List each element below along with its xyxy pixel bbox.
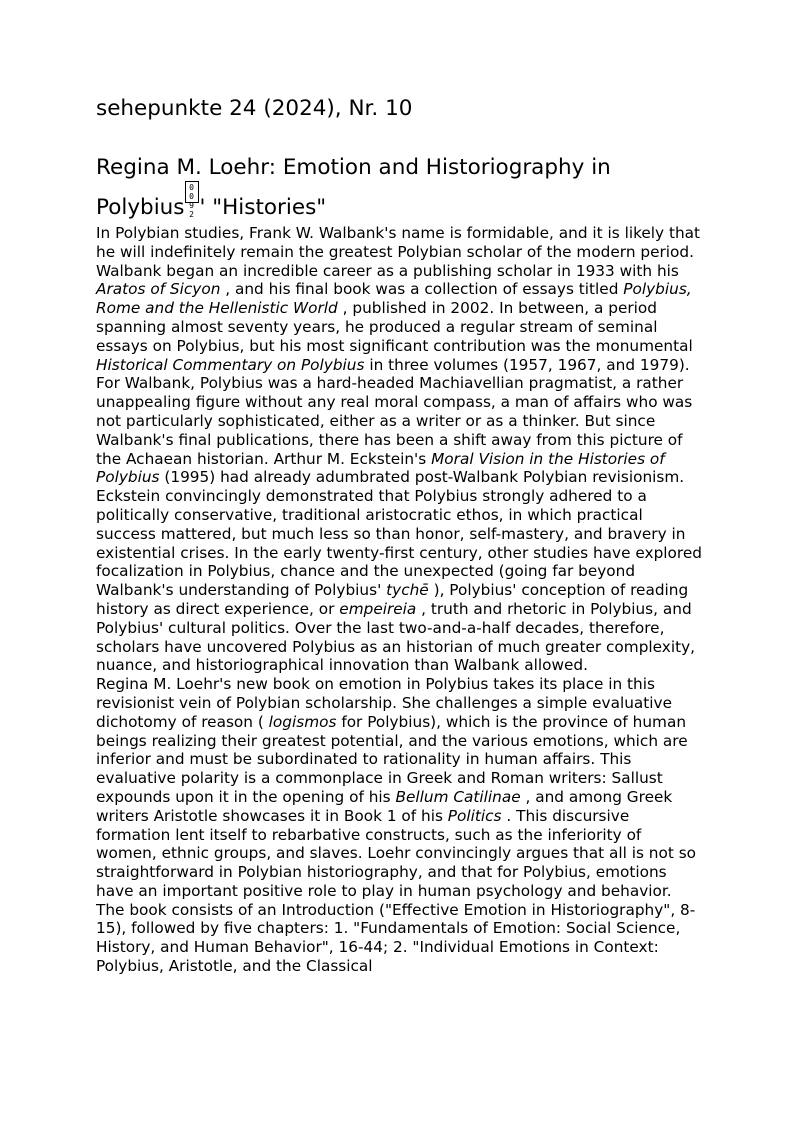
book-title-italic: Moral Vision in the Histories of Polybius	[96, 449, 665, 487]
unknown-character-glyph-icon: 0 0 9 2	[185, 181, 199, 203]
greek-term-italic: empeireia	[339, 599, 417, 618]
journal-issue-heading: sehepunkte 24 (2024), Nr. 10	[96, 96, 413, 121]
review-title-end: ' "Histories"	[199, 195, 327, 220]
book-title-italic: Politics	[447, 806, 502, 825]
book-title-italic: Historical Commentary on Polybius	[96, 355, 365, 374]
greek-term-italic: tychē	[386, 581, 429, 600]
review-page	[96, 94, 706, 976]
paragraph-4: The book consists of an Introduction ("Effective Emotion in Historiography", 8-15), followed by five chapters: 1. "Fundamentals of Emotion: Social Science, History, and Human Behavior", 16-44; 2. "Individual Emotions in Context: Polybius, Aristotle, and the Classical	[96, 900, 696, 976]
book-title-italic: Bellum Catilinae	[395, 787, 521, 806]
review-title-main: Regina M. Loehr: Emotion and Historiography in Polybius	[96, 155, 611, 220]
paragraph-2: For Walbank, Polybius was a hard-headed Machiavellian pragmatist, a rather unappealing figure without any real moral compass, a man of affairs who was not particularly sophisticated, either as a writer or as a thinker. But since Walbank's final publications, there has been a shift away from this picture of the Achaean historian. Arthur M. Eckstein's Moral Vision in the Histories of Polybius (1995) had already adumbrated post-Walbank Polybian revisionism. Eckstein convincingly demonstrated that Polybius strongly adhered to a politically conservative, traditional aristocratic ethos, in which practical success mattered, but much less so than honor, self-mastery, and bravery in existential crises. In the early twenty-first century, other studies have explored focalization in Polybius, chance and the unexpected (going far beyond Walbank's understanding of Polybius' tychē ), Polybius' conception of reading history as direct experience, or empeireia , truth and rhetoric in Polybius, and Polybius' cultural politics. Over the last two-and-a-half decades, therefore, scholars have uncovered Polybius as an historian of much greater complexity, nuance, and historiographical innovation than Walbank allowed.	[96, 374, 702, 675]
paragraph-1: In Polybian studies, Frank W. Walbank's name is formidable, and it is likely that he will indefinitely remain the greatest Polybian scholar of the modern period. Walbank began an incredible career as a publishing scholar in 1933 with his Aratos of Sicyon , and his final book was a collection of essays titled Polybius, Rome and the Hellenistic World , published in 2002. In between, a period spanning almost seventy years, he produced a regular stream of seminal essays on Polybius, but his most significant contribution was the monumental Historical Commentary on Polybius in three volumes (1957, 1967, and 1979).	[96, 224, 701, 374]
review-body	[96, 224, 706, 976]
book-title-italic: Aratos of Sicyon	[96, 280, 221, 299]
book-title-italic: Polybius, Rome and the Hellenistic World	[96, 280, 692, 318]
review-title	[96, 154, 706, 221]
paragraph-3: Regina M. Loehr's new book on emotion in Polybius takes its place in this revisionist vein of Polybian scholarship. She challenges a simple evaluative dichotomy of reason ( logismos for Polybius), which is the province of human beings realizing their greatest potential, and the various emotions, which are inferior and must be subordinated to rationality in human affairs. This evaluative polarity is a commonplace in Greek and Roman writers: Sallust expounds upon it in the opening of his Bellum Catilinae , and among Greek writers Aristotle showcases it in Book 1 of his Politics . This discursive formation lent itself to rebarbative constructs, such as the inferiority of women, ethnic groups, and slaves. Loehr convincingly argues that all is not so straightforward in Polybian historiography, and that for Polybius, emotions have an important positive role to play in human psychology and behavior.	[96, 675, 697, 900]
greek-term-italic: logismos	[268, 712, 337, 731]
